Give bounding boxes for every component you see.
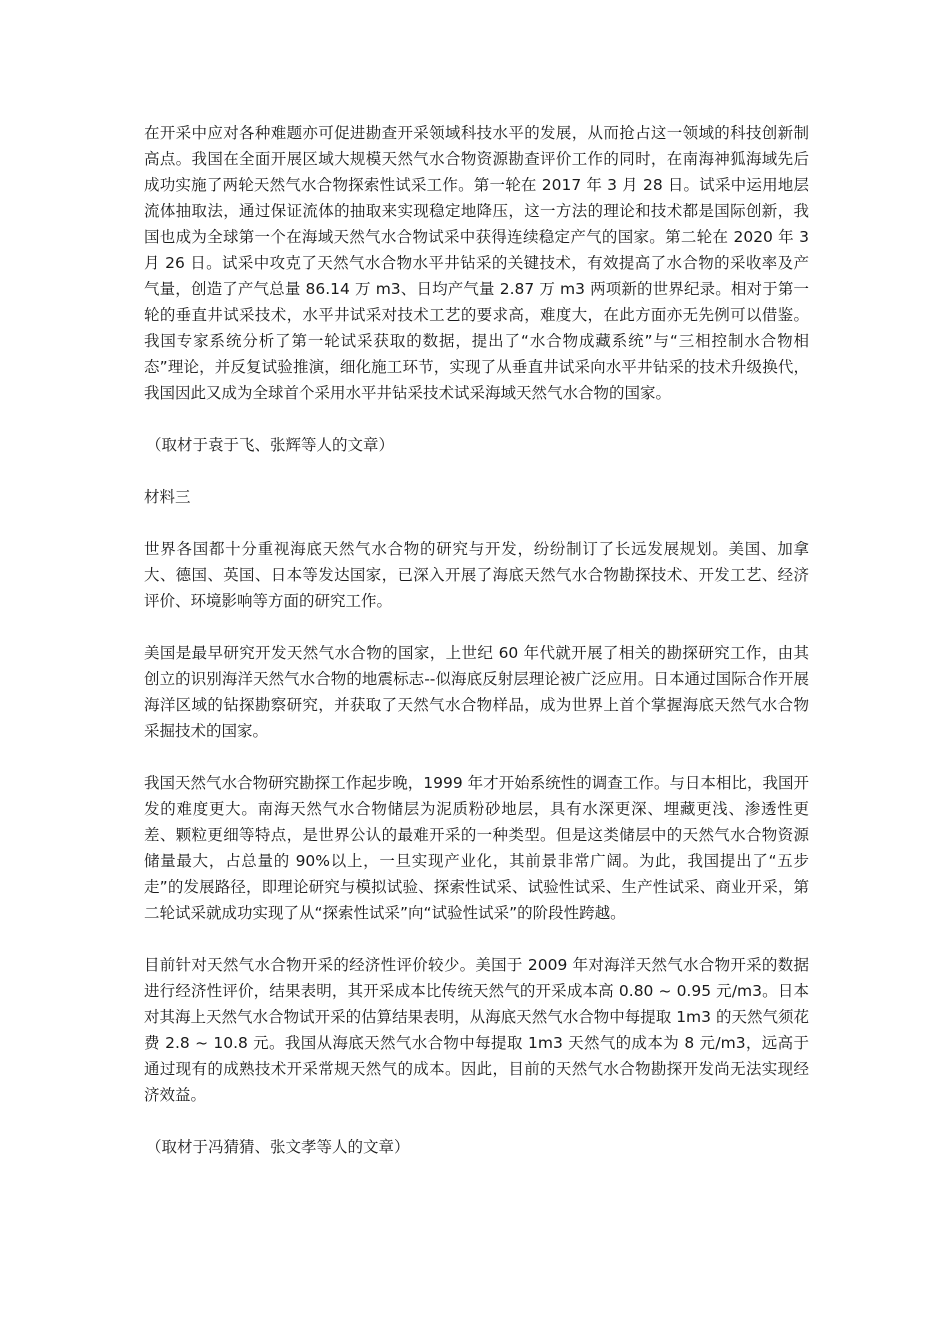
source-citation-2: （取材于冯猜猜、张文孝等人的文章） bbox=[146, 1138, 410, 1156]
paragraph-2: 世界各国都十分重视海底天然气水合物的研究与开发，纷纷制订了长远发展规划。美国、加拿大、德国、英国、日本等发达国家，已深入开展了海底天然气水合物勘探技术、开发工艺、经济评价、环境影响等方面的研究工作。 bbox=[144, 540, 809, 610]
paragraph-4: 我国天然气水合物研究勘探工作起步晚，1999 年才开始系统性的调查工作。与日本相比，我国开发的难度更大。南海天然气水合物储层为泥质粉砂地层，具有水深更深、埋藏更浅、渗透性更差、颗粒更细等特点，是世界公认的最难开采的一种类型。但是这类储层中的天然气水合物资源储量最大，占总量的 90%以上，一旦实现产业化，其前景非常广阔。为此，我国提出了“五步走”的发展路径，即理论研究与模拟试验、探索性试采、试验性试采、生产性试采、商业开采，第二轮试采就成功实现了从“探索性试采”向“试验性试采”的阶段性跨越。 bbox=[144, 774, 809, 922]
section-heading-material-3: 材料三 bbox=[144, 488, 191, 506]
paragraph-5: 目前针对天然气水合物开采的经济性评价较少。美国于 2009 年对海洋天然气水合物开采的数据进行经济性评价，结果表明，其开采成本比传统天然气的开采成本高 0.80 ~ 0.95 元/m3。日本对其海上天然气水合物试开采的估算结果表明，从海底天然气水合物中每提取 1m3 的天然气须花费 2.8 ~ 10.8 元。我国从海底天然气水合物中每提取 1m3 天然气的成本为 8 元/m3，远高于通过现有的成熟技术开采常规天然气的成本。因此，目前的天然气水合物勘探开发尚无法实现经济效益。 bbox=[144, 956, 809, 1104]
paragraph-1: 在开采中应对各种难题亦可促进勘查开采领域科技水平的发展，从而抢占这一领域的科技创新制高点。我国在全面开展区域大规模天然气水合物资源勘查评价工作的同时，在南海神狐海域先后成功实施了两轮天然气水合物探索性试采工作。第一轮在 2017 年 3 月 28 日。试采中运用地层流体抽取法，通过保证流体的抽取来实现稳定地降压，这一方法的理论和技术都是国际创新，我国也成为全球第一个在海域天然气水合物试采中获得连续稳定产气的国家。第二轮在 2020 年 3 月 26 日。试采中攻克了天然气水合物水平井钻采的关键技术，有效提高了水合物的采收率及产气量，创造了产气总量 86.14 万 m3、日均产气量 2.87 万 m3 两项新的世界纪录。相对于第一轮的垂直井试采技术，水平井试采对技术工艺的要求高，难度大，在此方面亦无先例可以借鉴。我国专家系统分析了第一轮试采获取的数据，提出了“水合物成藏系统”与“三相控制水合物相态”理论，并反复试验推演，细化施工环节，实现了从垂直井试采向水平井钻采的技术升级换代，我国因此又成为全球首个采用水平井钻采技术试采海域天然气水合物的国家。 bbox=[144, 124, 809, 402]
document-page bbox=[144, 120, 809, 1186]
paragraph-3: 美国是最早研究开发天然气水合物的国家，上世纪 60 年代就开展了相关的勘探研究工作，由其创立的识别海洋天然气水合物的地震标志--似海底反射层理论被广泛应用。日本通过国际合作开展海洋区域的钻探勘察研究，并获取了天然气水合物样品，成为世界上首个掌握海底天然气水合物采掘技术的国家。 bbox=[144, 644, 809, 740]
source-citation-1: （取材于袁于飞、张辉等人的文章） bbox=[146, 436, 395, 454]
